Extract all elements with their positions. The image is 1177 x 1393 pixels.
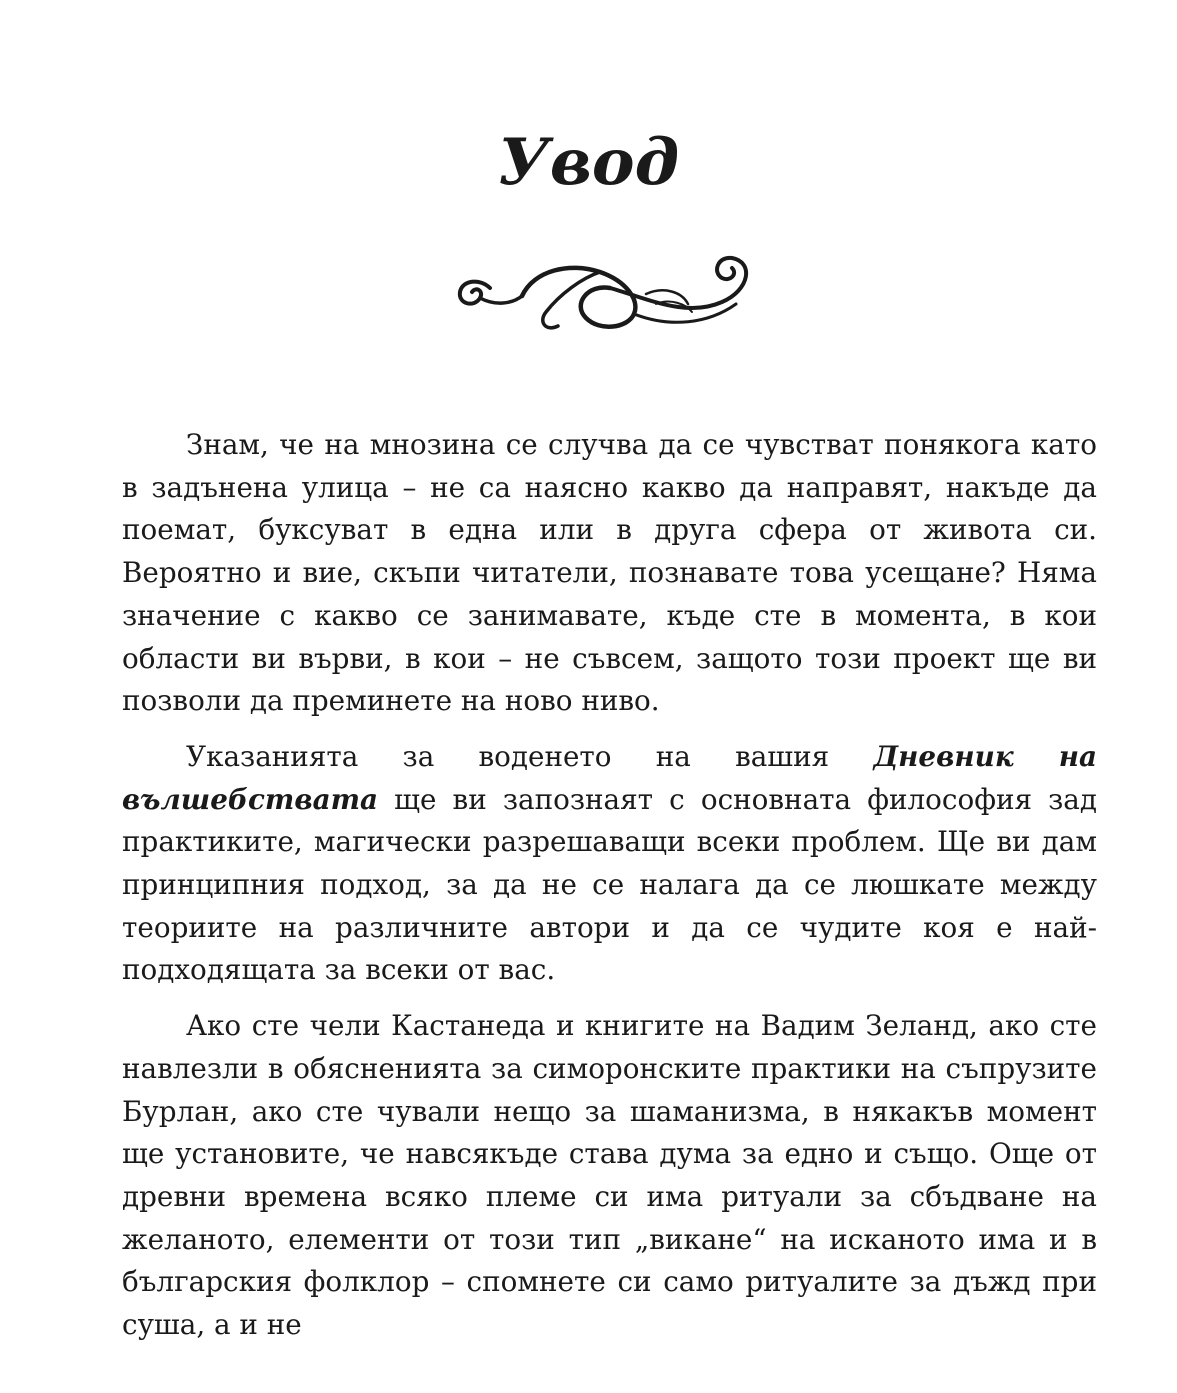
paragraph-2-end: ще ви запознаят с основната философия зад практиките, магически разрешаващи всеки проблем. Ще ви дам принципния подход, за да не се налага да се люшкате между теориите на различните автори и да се чудите коя е най-подходящата за всеки от вас. <box>122 782 1097 987</box>
paragraph-1: Знам, че на мнозина се случва да се чувстват понякога като в задънена улица – не са наясно какво да направят, накъде да поемат, буксуват в една или в друга сфера от живота си. Вероятно и вие, скъпи читатели, познавате това усещане? Няма значение с какво се занимавате, къде сте в момента, в кои области ви върви, в кои – не съвсем, защото този проект ще ви позволи да преминете на ново ниво. <box>122 428 1097 718</box>
paragraph-2 <box>122 736 1097 992</box>
paragraph-3: Ако сте чели Кастанеда и книгите на Вадим Зеланд, ако сте навлезли в обясненията за симоронските практики на съпрузите Бурлан, ако сте чували нещо за шаманизма, в някакъв момент ще установите, че навсякъде става дума за едно и също. Още от древни времена всяко племе си има ритуали за сбъдване на желаното, елементи от този тип „викане“ на исканото има и в българския фолклор – спомнете си само ритуалите за дъжд при суша, а и не <box>122 1009 1097 1342</box>
chapter-body <box>122 424 1097 1360</box>
chapter-title: Увод <box>497 125 680 200</box>
paragraph-2-start: Указанията за воденето на вашия <box>186 739 874 773</box>
flourish-ornament-icon <box>450 248 766 340</box>
book-title-emphasis: Дневник на вълшебствата <box>122 739 1097 816</box>
